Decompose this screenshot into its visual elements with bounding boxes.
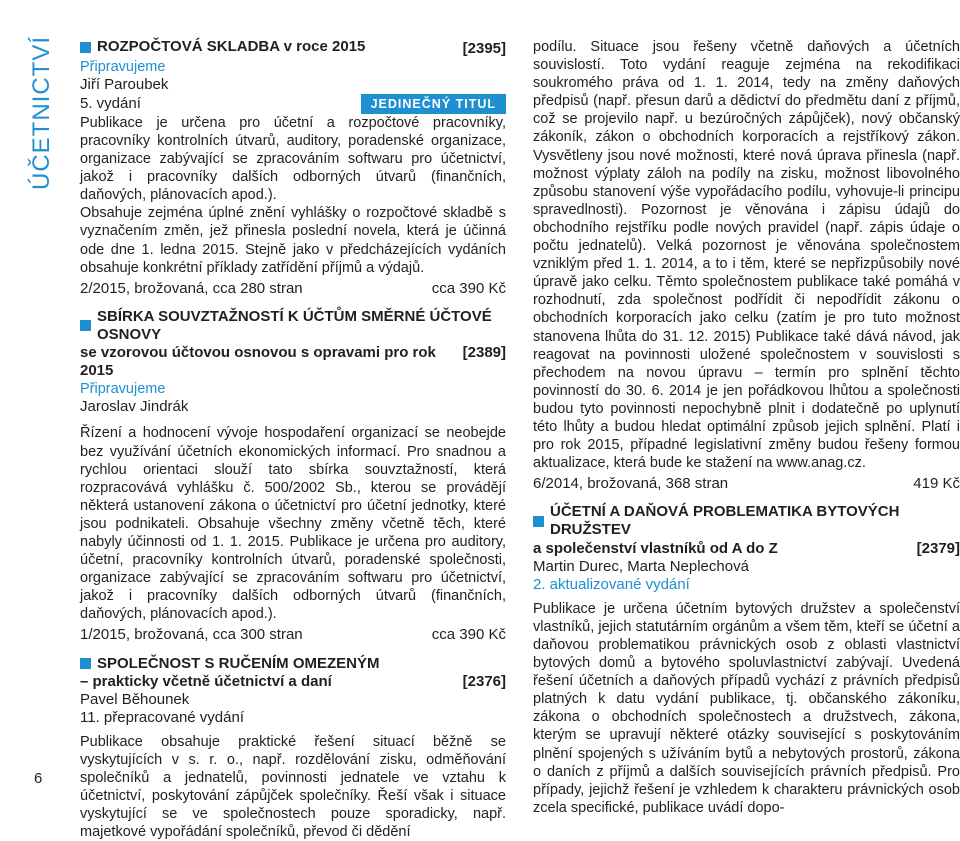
book-author: Martin Durec, Marta Neplechová	[533, 557, 749, 575]
book-description: Publikace je určena účetním bytových družstev a společenství vlastníků, jejich statutárním orgánům a všem těm, kteří se účetní a daňovou problematikou právnických osob z oblasti vlastnictví bytových domů a bytového spoluvlastnictví zabývají. Uvedená řešení účetních a daňových případů vychází z právních předpisů platných k datu vydání publikace, tj. občanského zákoníku, zákona o obchodních společnostech a družstvech, zákona, kterým se upravují některé otázky související s poskytováním plnění spojených s užíváním bytů a nebytových prostorů, zákona o daních z příjmů a dalších souvisejících právních předpisů. Pro případy, jejichž řešení je vzhledem k charakteru právnických osob zcela specifické, publikace uvádí dopo-	[533, 600, 960, 816]
left-column	[80, 38, 506, 841]
book-description: Obsahuje zejména úplné znění vyhlášky o rozpočtové skladbě s vyznačením změn, jež přinesla poslední novela, která je účinná ode dne 1. ledna 2015. Stejně jako v předcházejících vydáních obsahuje konkrétní příklady zatřídění příjmů a výdajů.	[80, 205, 506, 276]
unique-title-badge: JEDINEČNÝ TITUL	[361, 94, 506, 114]
book-title[interactable]: ROZPOČTOVÁ SKLADBA v roce 2015	[97, 38, 366, 55]
book-title[interactable]: ÚČETNÍ A DAŇOVÁ PROBLEMATIKA BYTOVÝCH DRUŽSTEV	[550, 503, 900, 539]
book-code: [2395]	[462, 39, 506, 57]
book-author: Pavel Běhounek	[80, 690, 190, 708]
square-bullet-icon	[80, 320, 91, 331]
book-entry	[80, 38, 506, 298]
book-description: Řízení a hodnocení vývoje hospodaření organizací se neobejde bez využívání účetních ekonomických informací. Pro snadnou a rychlou orientaci slouží tato sbírka souvztažností, která rozpracovává vyhlášku č. 500/2002 Sb., kterou se provádějí některá ustanovení zákona o účetnictví pro účetní jednotky, které jsou podnikateli. Obsahuje všechny změny včetně těch, které nabyly účinnosti od 1. 1. 2015. Publikace je určena pro auditory, účetní, pracovníky kontrolních útvarů, poradenské společnosti, organizace zabývající se zpracováním softwaru pro účetnictví, jakož i pracovníky dalších odborných útvarů (finančních, daňových, plánovacích apod.).	[80, 425, 506, 623]
book-entry	[80, 308, 506, 645]
book-price: cca 390 Kč	[431, 279, 506, 297]
book-code: [2389]	[462, 344, 506, 362]
book-author: Jaroslav Jindrák	[80, 398, 189, 416]
book-subtitle: – prakticky včetně účetnictví a daní	[80, 672, 332, 690]
book-edition: 2. aktualizované vydání	[533, 575, 690, 593]
book-description-continued: podílu. Situace jsou řešeny včetně daňových a účetních souvislostí. Toto vydání reaguje zejména na rekodifikaci soukromého práva od 1. 1. 2014, tedy na změny daňových předpisů (např. přesun darů a dědictví do předmětu daní z příjmů, což se projevilo např. u bezúročných zápůjček), nový občanský zákoník, zákon o obchodních korporacích a rejstříkový zákon. Vysvětleny jsou nové možnosti, které nová úprava přinesla (např. možnost výplaty záloh na podíly na zisku, možnost libovolného způsobu stanovení výše vypořádacího podílu, vyhovuje-li principu spravedlnosti). Pozornost je věnována i zápisu údajů do obchodního rejstříku podle nových pravidel (např. zápis údaje o počtu jednatelů). Velká pozornost je věnována společnostem vzniklým před 1. 1. 2014, a to i těm, které se nepřizpůsobily nové úpravě jako celku. Těmto společnostem publikace také pomáhá v rozhodnutí, zda společnost podřídit či nepodřídit zákonu o obchodních korporacích jako celku (zatím je pro tuto možnost stanovena lhůta do 31. 12. 2015) Publikace také dává návod, jak reagovat na povinnosti uložené společnostem v souvislosti s přechodem na novou úpravu – termín pro splnění těchto povinností do 30. 6. 2014 je jen pořádkovou lhůtou a společnosti budou tyto povinnosti nepochybně plnit i dodatečně po uplynutí této lhůty a budou hledat optimální způsob jejich splnění. Platí i pro rok 2015, případné legislativní změny budou řešeny formou aktualizace, která bude ke stažení na www.anag.cz.	[533, 39, 960, 472]
right-column	[533, 38, 960, 817]
book-status: Připravujeme	[80, 58, 166, 75]
section-title: ÚČETNICTVÍ	[28, 36, 55, 190]
book-description: Publikace je určena pro účetní a rozpočtové pracovníky, pracovníky kontrolních útvarů, auditory, poradenské organizace, organizace zabývající se zpracováním softwaru pro účetnictví, jakož i pracovníky dalších odborných útvarů (finančních, daňových, plánovacích apod.).	[80, 114, 506, 204]
book-entry	[80, 655, 506, 841]
book-entry	[533, 503, 960, 817]
book-bibliography: 1/2015, brožovaná, cca 300 stran	[80, 626, 303, 644]
book-code: [2376]	[462, 672, 506, 690]
book-subtitle: se vzorovou účtovou osnovou s opravami pro rok 2015	[80, 344, 436, 380]
book-edition: 5. vydání	[80, 94, 141, 112]
book-status: Připravujeme	[80, 381, 166, 398]
book-title[interactable]: SPOLEČNOST S RUČENÍM OMEZENÝM	[97, 654, 380, 672]
entry-header	[80, 308, 506, 344]
book-price: cca 390 Kč	[431, 626, 506, 644]
book-subtitle: a společenství vlastníků od A do Z	[533, 539, 778, 557]
book-code: [2379]	[916, 539, 960, 557]
book-title[interactable]: SBÍRKA SOUVZTAŽNOSTÍ K ÚČTŮM SMĚRNÉ ÚČTOVÉ OSNOVY	[97, 307, 492, 343]
book-price: 419 Kč	[913, 475, 960, 493]
book-bibliography: 2/2015, brožovaná, cca 280 stran	[80, 279, 303, 297]
page-number: 6	[34, 770, 43, 787]
square-bullet-icon	[80, 658, 91, 669]
entry-header	[80, 38, 506, 58]
book-description: Publikace obsahuje praktické řešení situací běžně se vyskytujících v s. r. o., např. rozdělování zisku, odměňování společníků a jednatelů, povinnosti jednatele ve vztahu k účetnictví, poskytování zápůjček společníky. Řeší však i situace vyskytující se ve společnostech pouze sporadicky, např. majetkové vypořádání společníků, převod či dědění	[80, 733, 506, 841]
square-bullet-icon	[533, 516, 544, 527]
square-bullet-icon	[80, 42, 91, 53]
book-bibliography: 6/2014, brožovaná, 368 stran	[533, 475, 729, 493]
entry-header	[80, 655, 506, 673]
book-author: Jiří Paroubek	[80, 75, 169, 93]
book-edition: 11. přepracované vydání	[80, 708, 244, 726]
entry-header	[533, 503, 960, 539]
